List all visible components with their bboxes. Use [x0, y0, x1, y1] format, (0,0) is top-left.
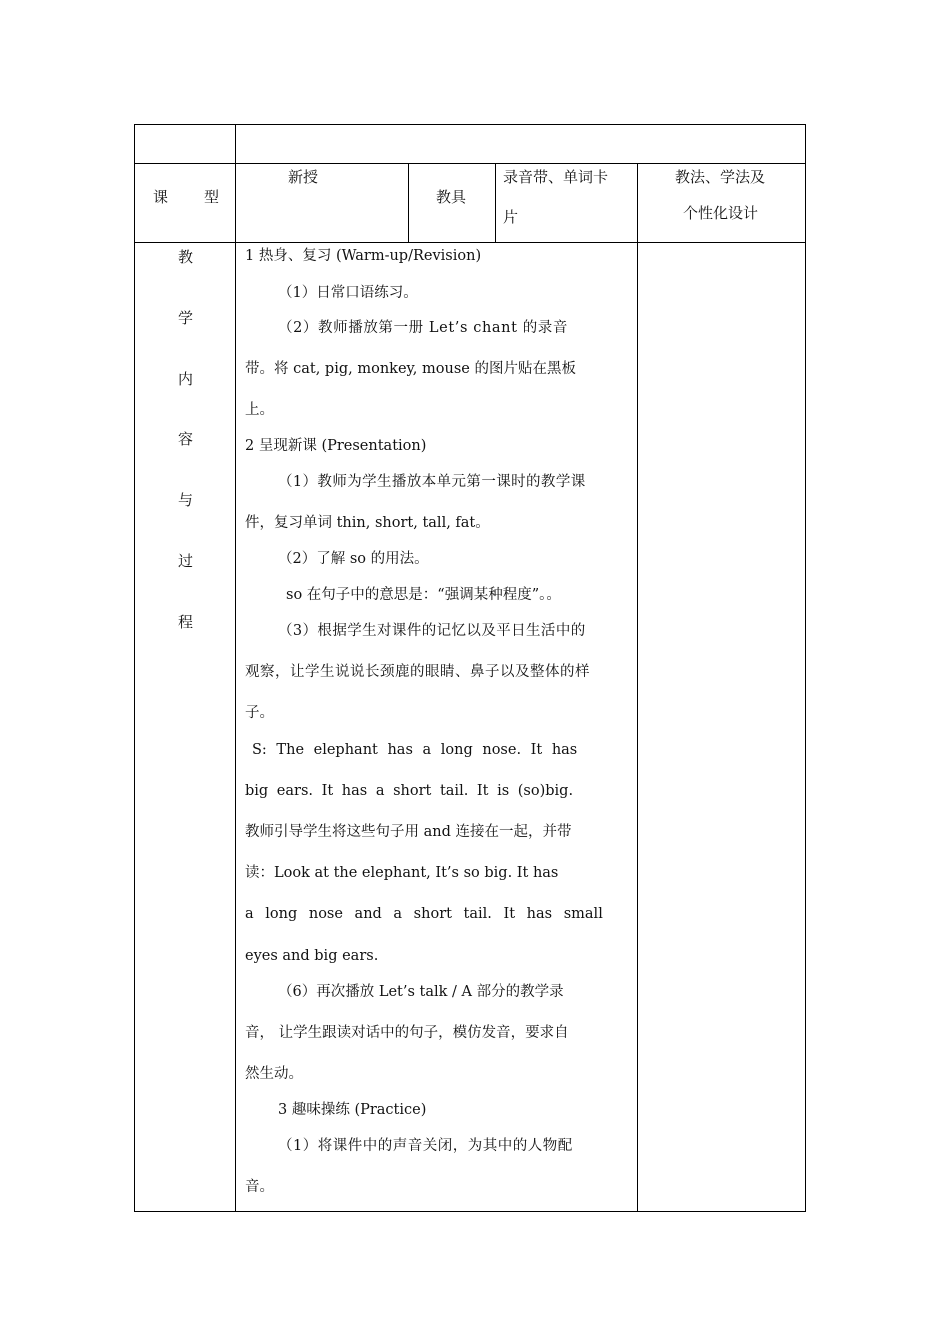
- content-line: （2）教师播放第一册 Let’s chant 的录音: [278, 320, 569, 336]
- content-line: 观察，让学生说说长颈鹿的眼睛、鼻子以及整体的样: [245, 664, 590, 680]
- side-label-char: 程: [178, 613, 194, 631]
- content-line: so 在句子中的意思是：“强调某种程度”。。: [286, 587, 561, 603]
- teaching-aids-value-line-2: 片: [503, 208, 519, 226]
- method-heading-line-2: 个性化设计: [683, 204, 759, 222]
- content-line: 教师引导学生将这些句子用 and 连接在一起，并带: [245, 824, 572, 840]
- content-line: eyes and big ears.: [245, 948, 379, 964]
- content-line: a long nose and a short tail. It has small: [245, 906, 603, 922]
- content-line: 子。: [245, 705, 274, 721]
- content-line: S: The elephant has a long nose. It has: [252, 742, 578, 758]
- content-line: 带。将 cat, pig, monkey, mouse 的图片贴在黑板: [245, 361, 576, 377]
- content-line: 然生动。: [245, 1066, 303, 1082]
- content-line: （1）日常口语练习。: [278, 285, 418, 301]
- table-column-divider-2: [408, 163, 409, 243]
- content-line: 读：Look at the elephant, It’s so big. It has: [245, 865, 559, 881]
- side-label-char: 教: [178, 248, 194, 266]
- content-line: 件，复习单词 thin, short, tall, fat。: [245, 515, 490, 531]
- content-line: （1）教师为学生播放本单元第一课时的教学课: [278, 474, 586, 490]
- content-line: 2 呈现新课 (Presentation): [245, 438, 427, 454]
- table-column-divider-4: [637, 163, 638, 1212]
- content-line: 音， 让学生跟读对话中的句子，模仿发音，要求自: [245, 1025, 569, 1041]
- side-label-char: 容: [178, 430, 194, 448]
- content-line: （1）将课件中的声音关闭，为其中的人物配: [278, 1138, 573, 1154]
- method-heading-line-1: 教法、学法及: [675, 168, 766, 186]
- lesson-type-value: 新授: [288, 168, 319, 186]
- content-line: 3 趣味操练 (Practice): [278, 1102, 427, 1118]
- side-label-char: 内: [178, 370, 194, 388]
- content-line: （6）再次播放 Let’s talk / A 部分的教学录: [278, 984, 564, 1000]
- lesson-type-label: 课 型: [153, 188, 222, 206]
- teaching-aids-value-line-1: 录音带、单词卡: [503, 168, 609, 186]
- side-label-char: 与: [178, 491, 194, 509]
- side-label-char: 学: [178, 309, 194, 327]
- content-line: （3）根据学生对课件的记忆以及平日生活中的: [278, 623, 586, 639]
- content-line: （2）了解 so 的用法。: [278, 551, 429, 567]
- table-column-divider-3: [495, 163, 496, 243]
- content-line: 上。: [245, 402, 274, 418]
- content-line: 1 热身、复习 (Warm-up/Revision): [245, 248, 482, 264]
- table-border-left: [134, 124, 135, 1212]
- table-border-right: [805, 124, 806, 1212]
- teaching-aids-label: 教具: [436, 188, 467, 206]
- side-label-char: 过: [178, 552, 194, 570]
- content-line: 音。: [245, 1179, 274, 1195]
- table-column-divider-1: [235, 124, 236, 1212]
- content-line: big ears. It has a short tail. It is (so)big.: [245, 783, 574, 799]
